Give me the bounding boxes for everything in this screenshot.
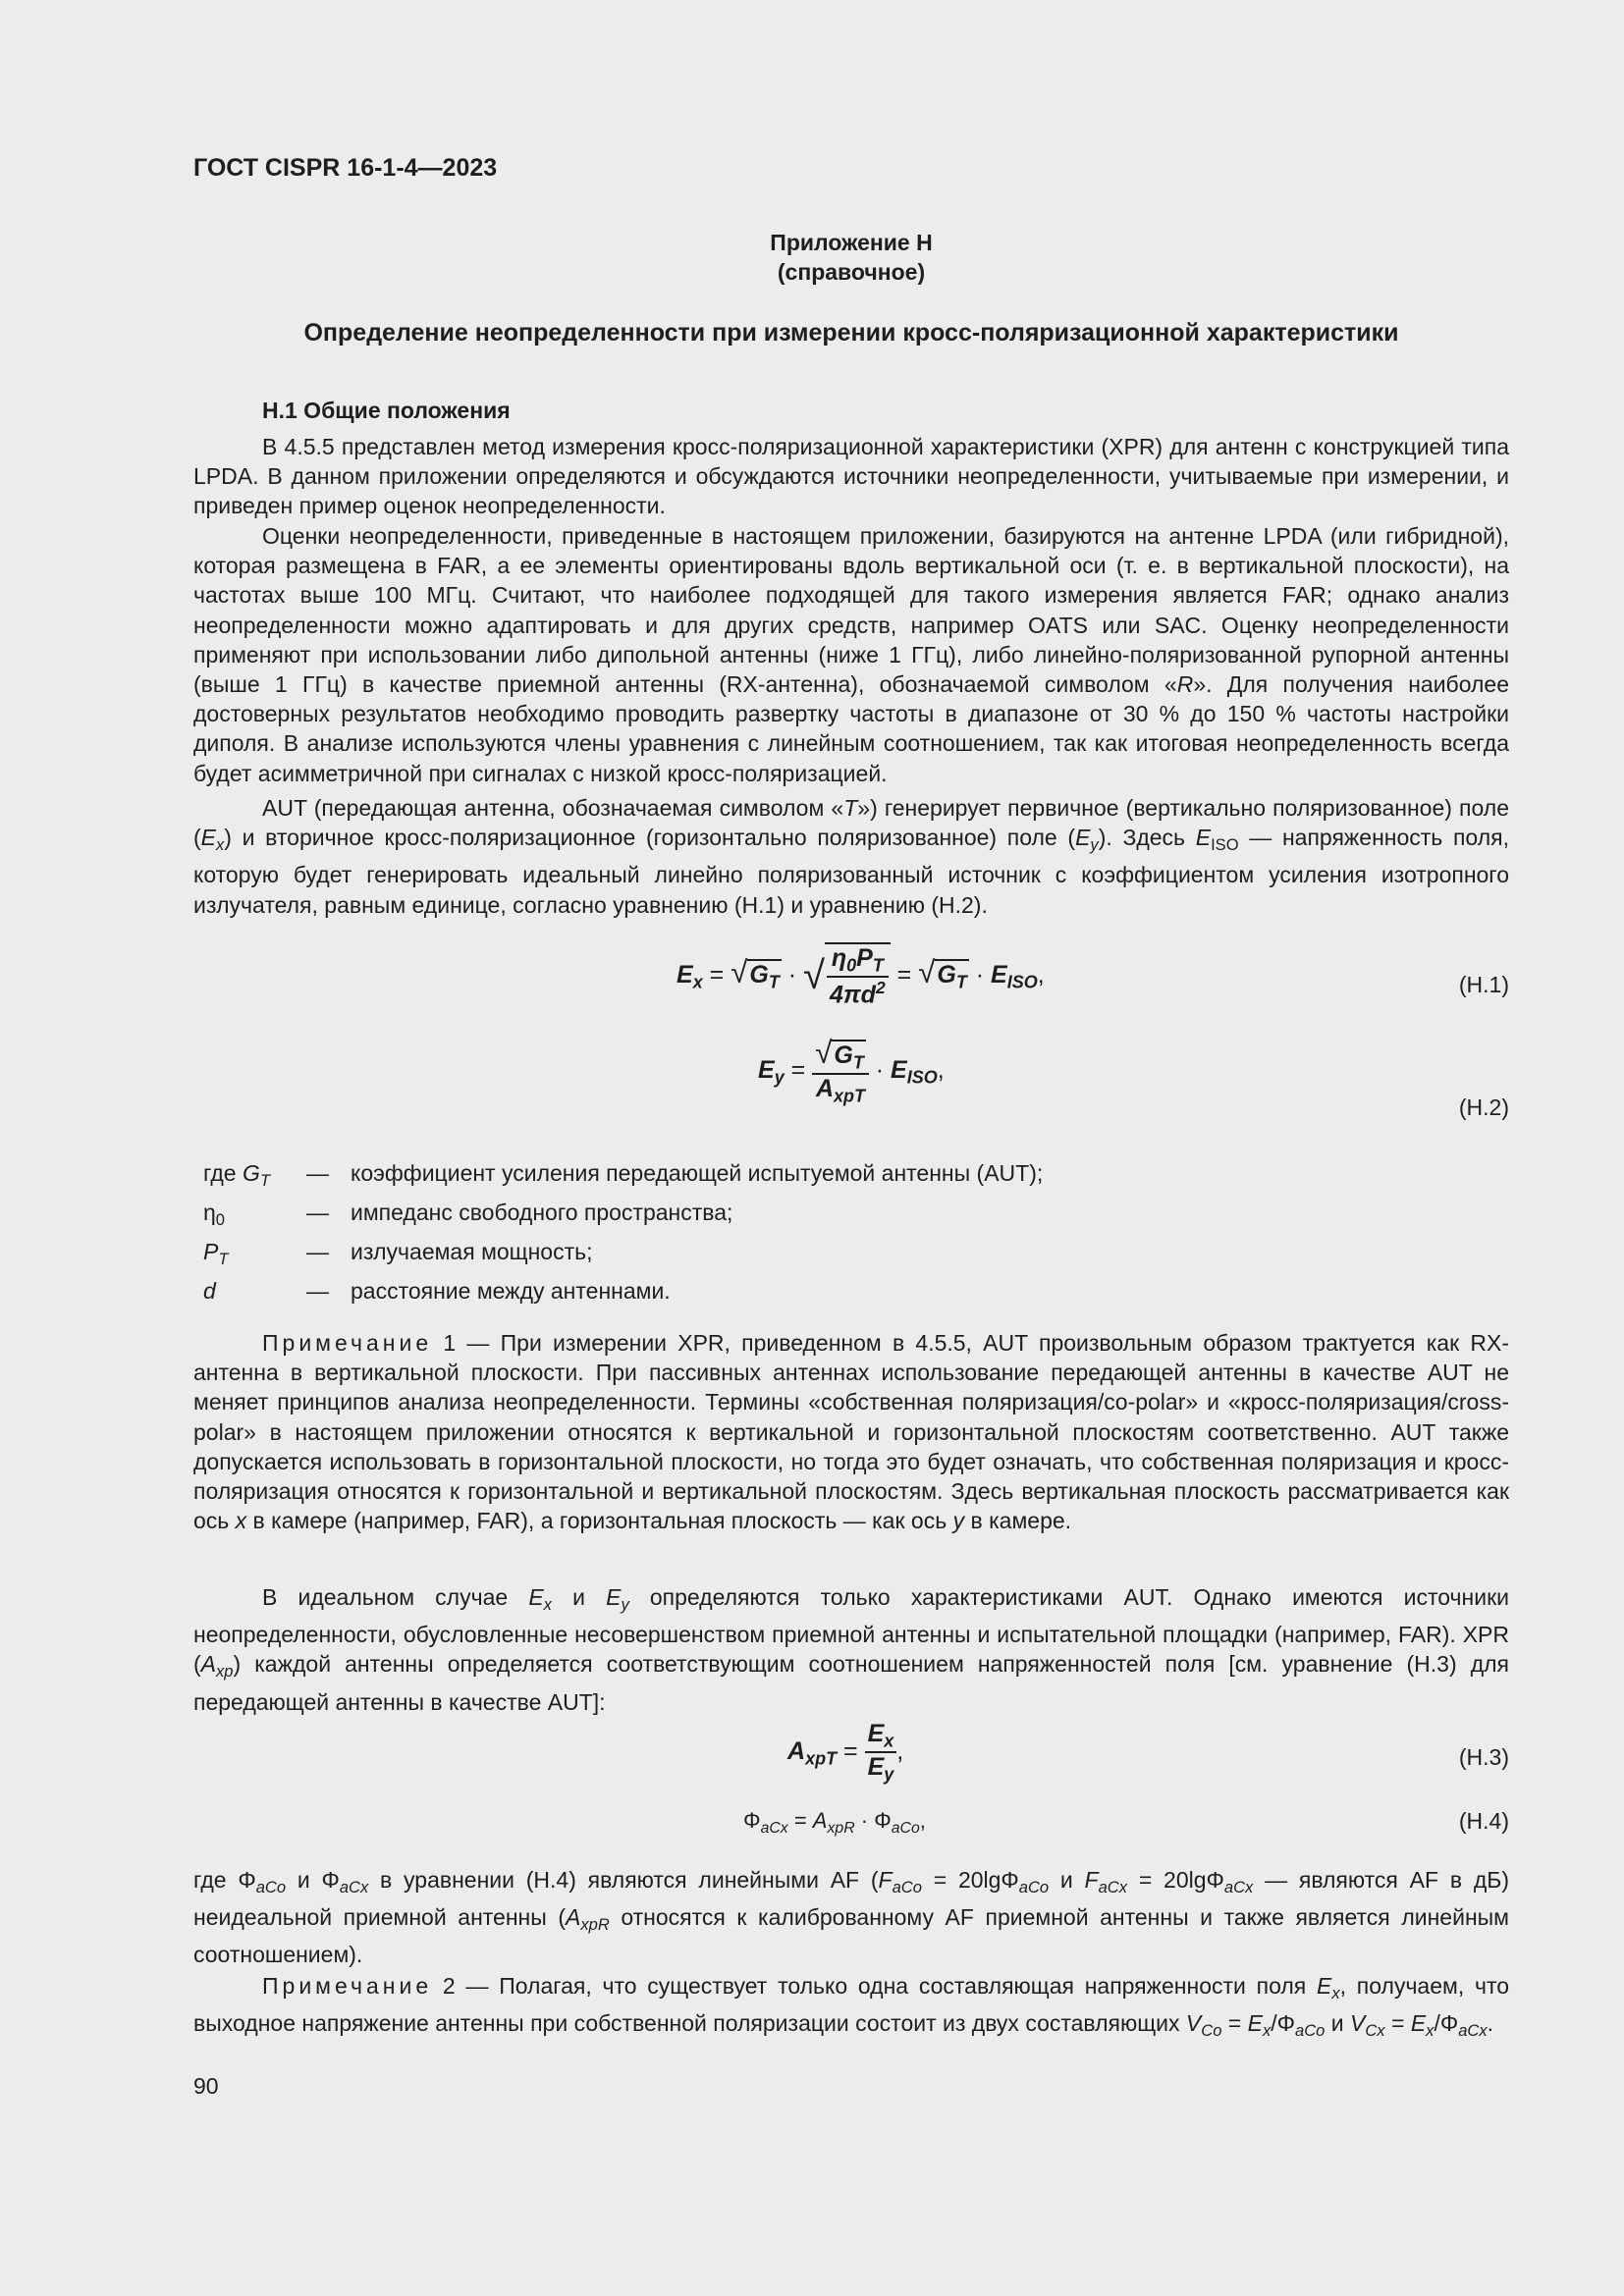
- paragraph-3: AUT (передающая антенна, обозначаемая символом «T») генерирует первичное (вертикально поляризованное) поле $(E_x)$ и вторичное кросс-поляризационное (горизонтально поляризованное) поле $(E_y)$. Здесь $E_{ISO}$ — напряженность поля, которую будет генерировать идеальный линейно поляризованный источник с коэффициентом усиления изотропного излучателя, равным единице, согласно уравнению (Н.1) и уравнению (Н.2).: [193, 795, 1509, 918]
- annex-title-block: [193, 228, 1509, 287]
- document-header: ГОСТ CISPR 16-1-4—2023: [193, 154, 498, 182]
- annex-title: Приложение Н: [770, 230, 933, 255]
- equation-h1: [193, 942, 1509, 1021]
- definition-row: d — расстояние между антеннами.: [203, 1278, 671, 1304]
- equation-h3-number: (Н.3): [1458, 1744, 1509, 1770]
- annex-heading: Определение неопределенности при измерении кросс-поляризационной характеристики: [303, 319, 1399, 347]
- note-1: Примечание 1 — При измерении XPR, приведенном в 4.5.5, AUT произвольным образом трактуется как RX-антенна в вертикальной плоскости. При пассивных антеннах использование передающей антенны в качестве AUT не меняет принципов анализа неопределенности. Термины «собственная поляризация/co-polar» и «кросс-поляризация/cross-polar» в настоящем приложении относятся к вертикальной и горизонтальной плоскостям соответственно. AUT также допускается использовать в горизонтальной плоскости, но тогда это будет означать, что собственная поляризация и кросс-поляризация относятся к горизонтальной и вертикальной плоскостям. Здесь вертикальная плоскость рассматривается как ось x в камере (например, FAR), а горизонтальная плоскость — как ось y в камере.: [193, 1330, 1509, 1534]
- equation-h2-number: (Н.2): [1458, 1095, 1509, 1120]
- equation-h2-formula: $E_y$ = $\frac{√G_T}{A_{xpT}}$ · $E_{ISO}$,: [758, 1036, 945, 1106]
- paragraph-2: Оценки неопределенности, приведенные в настоящем приложении, базируются на антенне LPDA (или гибридной), которая размещена в FAR, а ее элементы ориентированы вдоль вертикальной оси (т. е. в вертикальной плоскости), на частотах выше 100 МГц. Считают, что наиболее подходящей для такого измерения является FAR; однако анализ неопределенности можно адаптировать и для других средств, например OATS или SAC. Оценку неопределенности применяют при использовании либо дипольной антенны (ниже 1 ГГц), либо линейно-поляризованной рупорной антенны (выше 1 ГГц) в качестве приемной антенны (RX-антенна), обозначаемой символом «R». Для получения наиболее достоверных результатов необходимо проводить развертку частоты в диапазоне от 30 % до 150 % частоты настройки диполя. В анализе используются члены уравнения с линейным соотношением, так как итоговая неопределенность всегда будет асимметричной при сигналах с низкой кросс-поляризацией.: [193, 523, 1510, 786]
- equation-h3: [193, 1720, 1509, 1808]
- definition-row: где $G_T$ — коэффициент усиления передающей испытуемой антенны (AUT);: [203, 1160, 1044, 1190]
- paragraph-5: где $\Phi_{aCo}$ и $\Phi_{aCx}$ в уравнении (Н.4) являются линейными AF ($F_{aCo} = 20\lg\Phi_{aCo}$ и $F_{aCx} = 20\lg\Phi_{aCx}$ — являются AF в дБ) неидеальной приемной антенны ($A_{xpR}$ относятся к калиброванному AF приемной антенны и также является линейным соотношением).: [193, 1867, 1509, 1968]
- section-title: Н.1 Общие положения: [262, 398, 511, 423]
- equation-h3-formula: $A_{xpT}$ = $\frac{E_x}{E_y}$ ,: [787, 1720, 904, 1785]
- paragraph-4: В идеальном случае $E_x$ и $E_y$ определяются только характеристиками AUT. Однако имеются источники неопределенности, обусловленные несовершенством приемной антенны и испытательной площадки (например, FAR). XPR $(A_{xp})$ каждой антенны определяется соответствующим соотношением напряженностей поля [см. уравнение (Н.3) для передающей антенны в качестве AUT]:: [193, 1584, 1509, 1715]
- equation-h2: [193, 1036, 1509, 1134]
- equation-h4: [193, 1808, 1509, 1847]
- equation-h1-formula: $E_x = √G_T$ · √ $\frac{\eta_0P_T}{4\pi d^2}$ = $√G_T \cdot E_{ISO}$,: [677, 944, 1045, 1009]
- equation-h4-number: (Н.4): [1458, 1808, 1509, 1834]
- definition-row: $P_T$ — излучаемая мощность;: [203, 1239, 593, 1268]
- page-number: 90: [193, 2073, 219, 2099]
- annex-type: (справочное): [777, 259, 926, 285]
- equation-h1-number: (Н.1): [1458, 972, 1509, 997]
- definition-row: $\eta_0$ — импеданс свободного пространства;: [203, 1200, 733, 1229]
- equation-h4-formula: $\Phi_{aCx} = A_{xpR} \cdot \Phi_{aCo}$,: [743, 1808, 926, 1837]
- paragraph-1: В 4.5.5 представлен метод измерения кросс-поляризационной характеристики (XPR) для антенн с конструкцией типа LPDA. В данном приложении определяются и обсуждаются источники неопределенности, учитываемые при измерении, и приведен пример оценок неопределенности.: [193, 434, 1509, 519]
- note-2: Примечание 2 — Полагая, что существует только одна составляющая напряженности поля $E_x$, получаем, что выходное напряжение антенны при собственной поляризации состоит из двух составляющих $V_{Co} = E_x/\Phi_{aCo}$ и $V_{Cx} = E_x/\Phi_{aCx}$.: [193, 1973, 1510, 2041]
